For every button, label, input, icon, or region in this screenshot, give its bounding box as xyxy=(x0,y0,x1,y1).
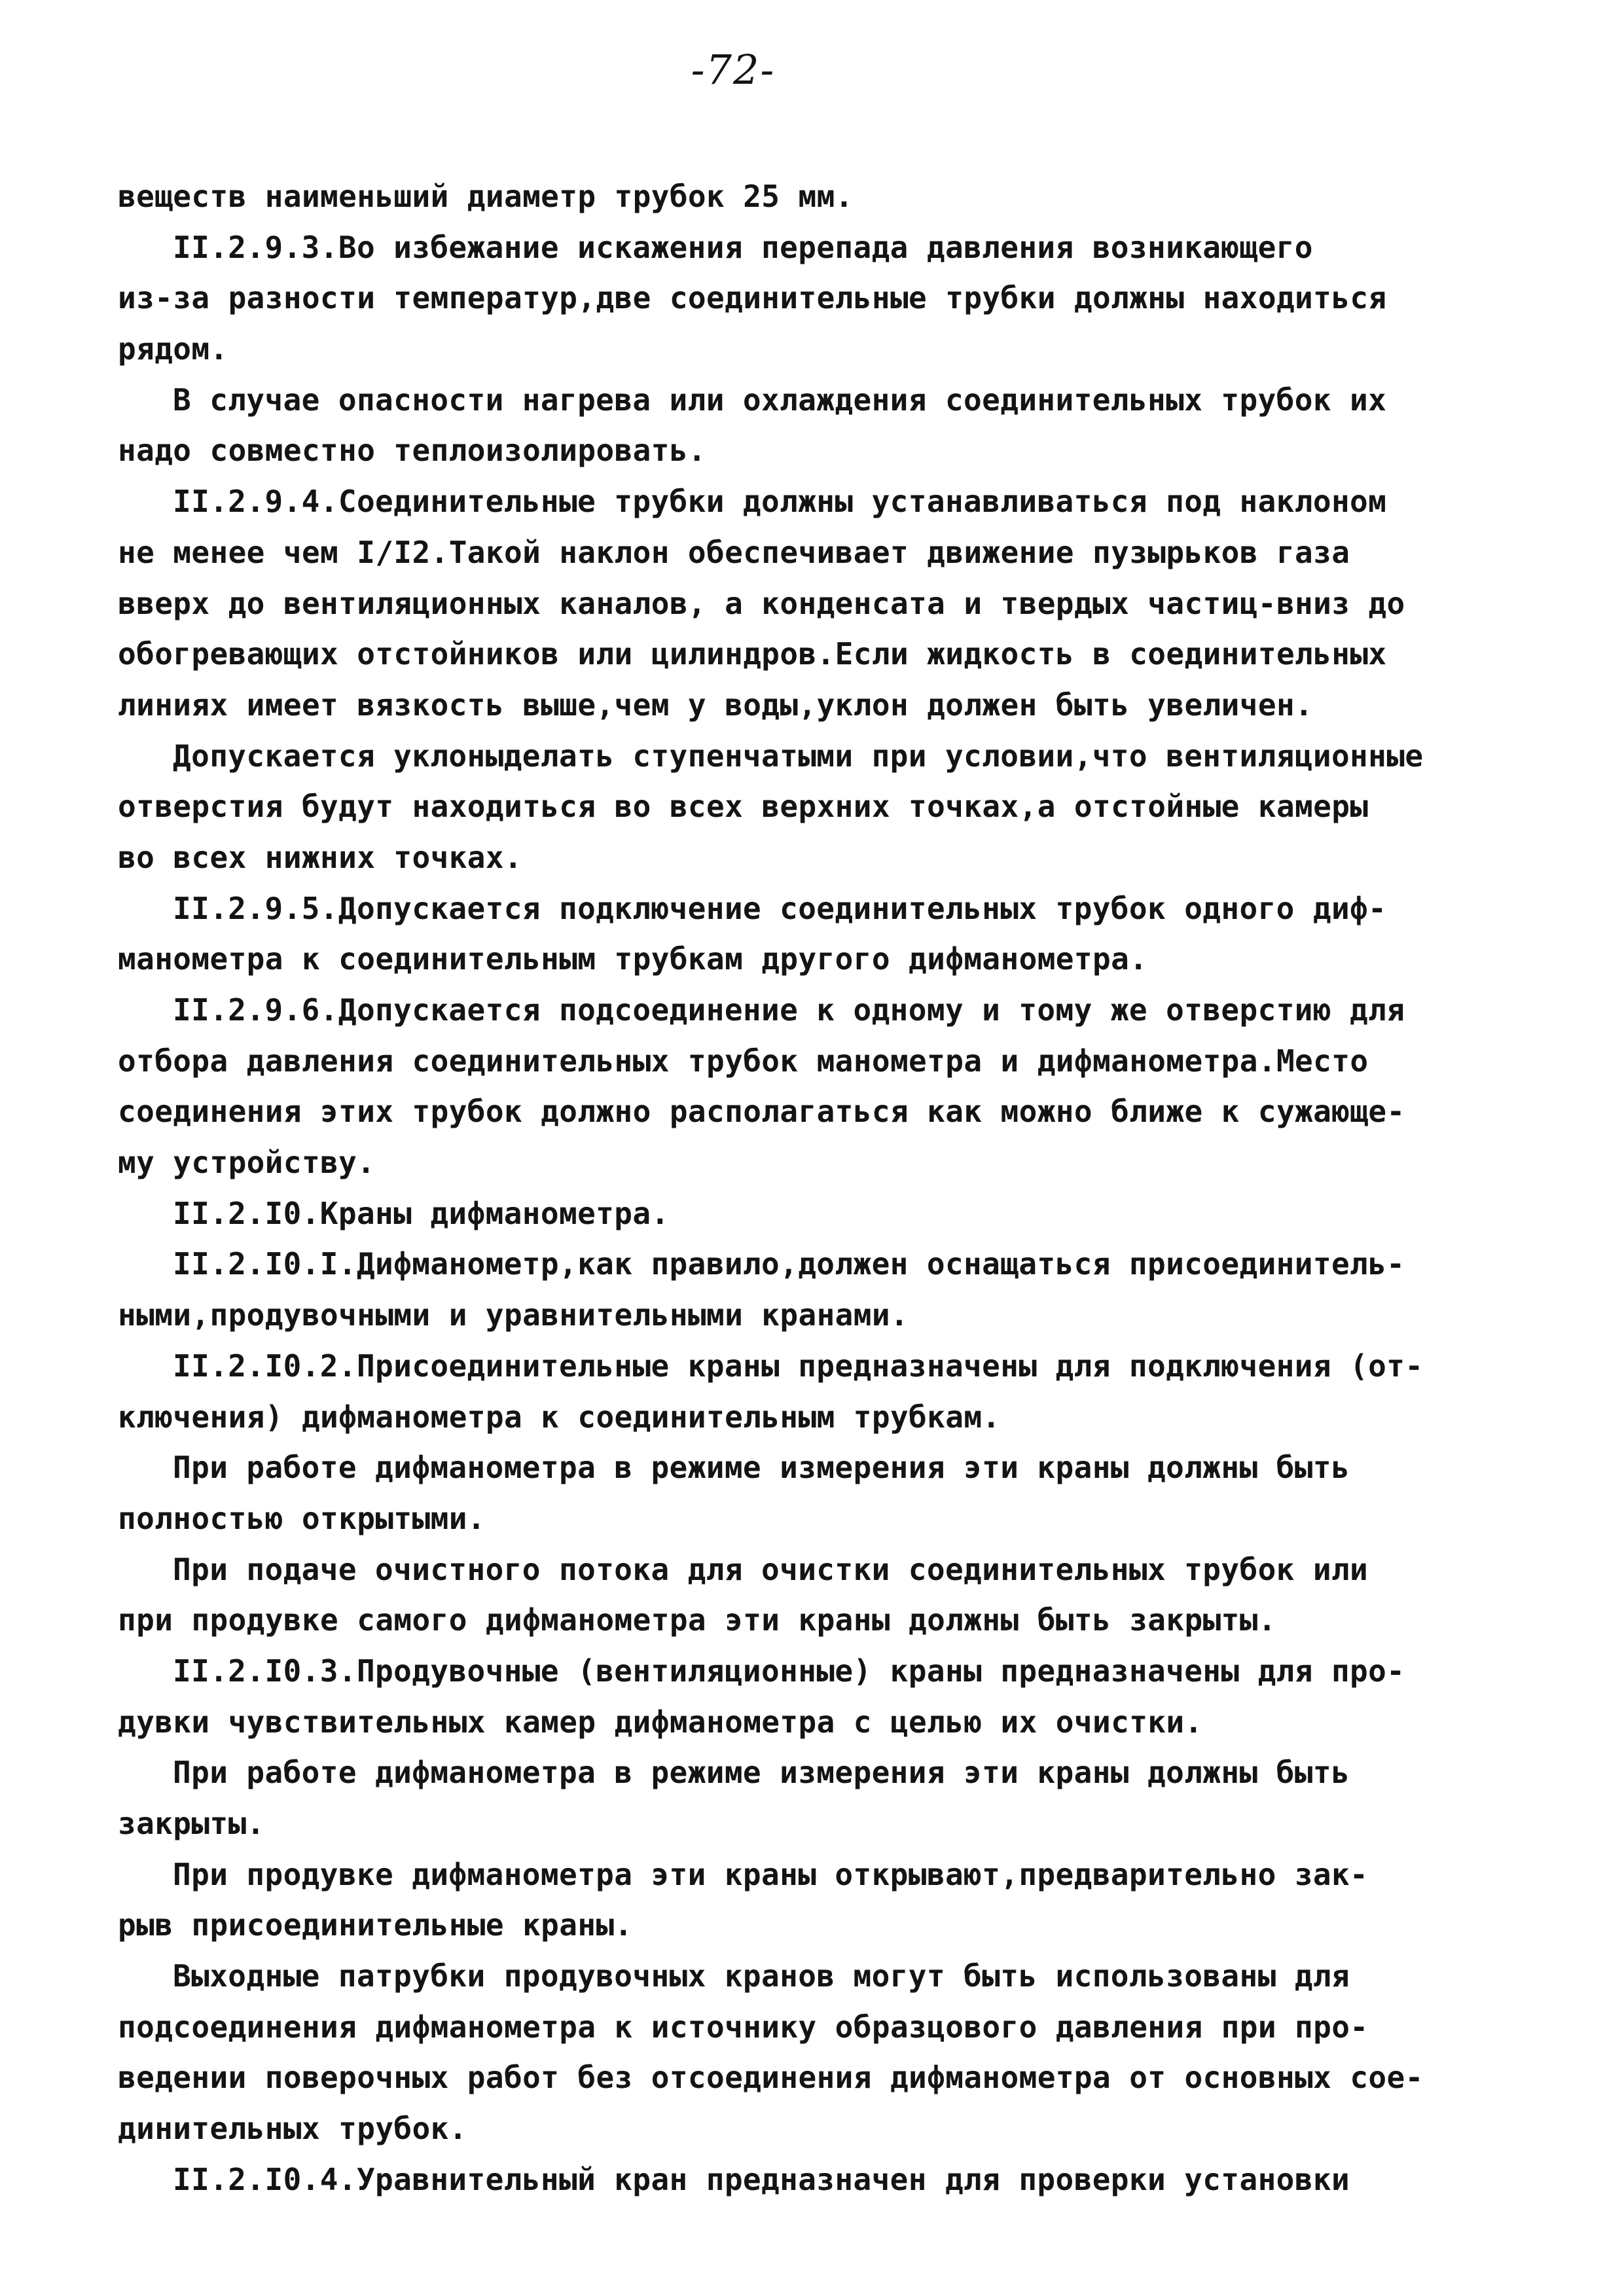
text-line: II.2.9.5.Допускается подключение соединительных трубок одного диф- xyxy=(173,890,1387,926)
text-line: манометра к соединительным трубкам другого дифманометра. xyxy=(118,941,1148,977)
text-line: рядом. xyxy=(118,331,228,367)
text-line: При продувке дифманометра эти краны открывают,предварительно зак- xyxy=(173,1856,1369,1892)
text-line: ведении поверочных работ без отсоединения дифманометра от основных сое- xyxy=(118,2060,1424,2096)
text-line: динительных трубок. xyxy=(118,2111,467,2147)
text-line: ными,продувочными и уравнительными кранами. xyxy=(118,1297,909,1333)
text-line: II.2.I0.3.Продувочные (вентиляционные) краны предназначены для про- xyxy=(173,1653,1405,1689)
text-line: II.2.I0.Краны дифманометра. xyxy=(173,1195,670,1231)
text-line: II.2.9.6.Допускается подсоединение к одному и тому же отверстию для xyxy=(173,992,1405,1028)
text-line: при продувке самого дифманометра эти краны должны быть закрыты. xyxy=(118,1602,1276,1638)
text-line: рыв присоединительные краны. xyxy=(118,1907,633,1943)
body-text xyxy=(118,171,1532,2206)
text-line: ключения) дифманометра к соединительным трубкам. xyxy=(118,1399,1001,1435)
text-line: линиях имеет вязкость выше,чем у воды,уклон должен быть увеличен. xyxy=(118,687,1314,723)
text-line: В случае опасности нагрева или охлаждения соединительных трубок их xyxy=(173,382,1387,418)
text-line: При подаче очистного потока для очистки соединительных трубок или xyxy=(173,1551,1369,1587)
text-line: Допускается уклоныделать ступенчатыми при условии,что вентиляционные xyxy=(173,738,1424,774)
text-line: полностью открытыми. xyxy=(118,1500,486,1536)
text-line: При работе дифманометра в режиме измерения эти краны должны быть xyxy=(173,1450,1350,1486)
text-line: отбора давления соединительных трубок манометра и дифманометра.Место xyxy=(118,1043,1369,1079)
text-line: из-за разности температур,две соединительные трубки должны находиться xyxy=(118,280,1387,316)
text-line: При работе дифманометра в режиме измерения эти краны должны быть xyxy=(173,1755,1350,1791)
text-line: Выходные патрубки продувочных кранов могут быть использованы для xyxy=(173,1958,1350,1994)
text-line: вверх до вентиляционных каналов, а конденсата и твердых частиц-вниз до xyxy=(118,585,1405,621)
text-line: му устройству. xyxy=(118,1145,376,1181)
text-line: не менее чем I/I2.Такой наклон обеспечивает движение пузырьков газа xyxy=(118,534,1350,570)
text-line: дувки чувствительных камер дифманометра с целью их очистки. xyxy=(118,1704,1203,1740)
text-line: во всех нижних точках. xyxy=(118,839,523,875)
text-line: надо совместно теплоизолировать. xyxy=(118,433,707,469)
text-line: подсоединения дифманометра к источнику образцового давления при про- xyxy=(118,2009,1369,2045)
text-line: соединения этих трубок должно располагаться как можно ближе к сужающе- xyxy=(118,1094,1405,1130)
text-line: II.2.I0.2.Присоединительные краны предназначены для подключения (от- xyxy=(173,1348,1424,1384)
text-line: отверстия будут находиться во всех верхних точках,а отстойные камеры xyxy=(118,789,1369,825)
text-line: II.2.9.3.Во избежание искажения перепада давления возникающего xyxy=(173,229,1313,265)
text-line: II.2.9.4.Соединительные трубки должны устанавливаться под наклоном xyxy=(173,484,1387,520)
text-line: веществ наименьший диаметр трубок 25 мм. xyxy=(118,179,854,214)
text-line: закрыты. xyxy=(118,1806,265,1841)
text-line: II.2.I0.4.Уравнительный кран предназначен для проверки установки xyxy=(173,2161,1350,2197)
text-line: обогревающих отстойников или цилиндров.Если жидкость в соединительных xyxy=(118,636,1387,672)
page-number: -72- xyxy=(691,46,776,94)
text-line: II.2.I0.I.Дифманометр,как правило,должен оснащаться присоединитель- xyxy=(173,1246,1405,1282)
